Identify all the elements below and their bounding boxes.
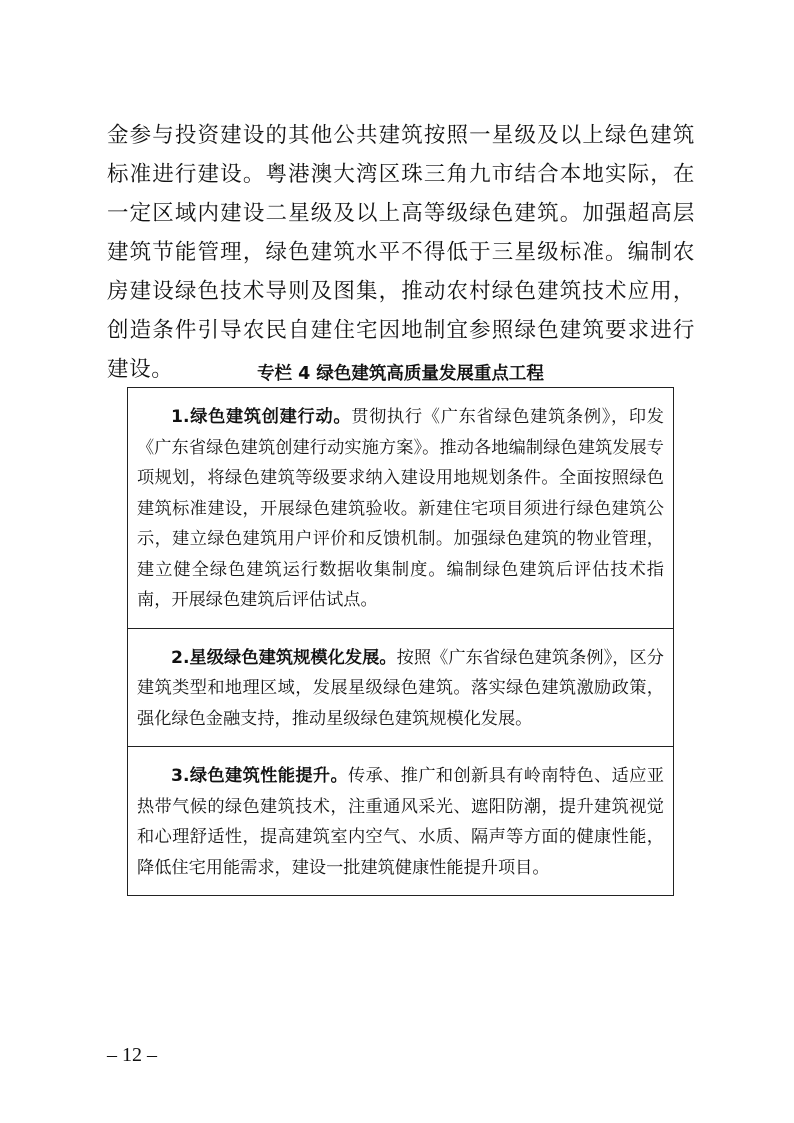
box-item-body: 传承、推广和创新具有岭南特色、适应亚热带气候的绿色建筑技术，注重通风采光、遮阳防潮，提升建筑视觉和心理舒适性，提高建筑室内空气、水质、隔声等方面的健康性能，降低住宅用能需求，建设一批建筑健康性能提升项目。 bbox=[137, 766, 664, 878]
box-item-body: 按照《广东省绿色建筑条例》，区分建筑类型和地理区域，发展星级绿色建筑。落实绿色建筑激励政策，强化绿色金融支持，推动星级绿色建筑规模化发展。 bbox=[137, 647, 664, 729]
box-item-performance-improvement bbox=[128, 747, 673, 895]
box-item-heading: 2.星级绿色建筑规模化发展。 bbox=[171, 647, 397, 668]
box-item-heading: 1.绿色建筑创建行动。 bbox=[171, 407, 352, 427]
box-item-heading: 3.绿色建筑性能提升。 bbox=[171, 766, 349, 786]
box-title: 专栏 4 绿色建筑高质量发展重点工程 bbox=[257, 364, 544, 384]
box-item-body: 贯彻执行《广东省绿色建筑条例》，印发《广东省绿色建筑创建行动实施方案》。推动各地编制绿色建筑发展专项规划，将绿色建筑等级要求纳入建设用地规划条件。全面按照绿色建筑标准建设，开展绿色建筑验收。新建住宅项目须进行绿色建筑公示，建立绿色建筑用户评价和反馈机制。加强绿色建筑的物业管理，建立健全绿色建筑运行数据收集制度。编制绿色建筑后评估技术指南，开展绿色建筑后评估试点。 bbox=[137, 407, 664, 610]
intro-paragraph: 金参与投资建设的其他公共建筑按照一星级及以上绿色建筑标准进行建设。粤港澳大湾区珠三角九市结合本地实际，在一定区域内建设二星级及以上高等级绿色建筑。加强超高层建筑节能管理，绿色建筑水平不得低于三星级标准。编制农房建设绿色技术导则及图集，推动农村绿色建筑技术应用，创造条件引导农民自建住宅因地制宜参照绿色建筑要求进行建设。 bbox=[107, 123, 695, 382]
box-item-star-rated-scale-development bbox=[128, 629, 673, 748]
box-item-green-building-creation bbox=[128, 388, 673, 629]
feature-box bbox=[127, 387, 674, 896]
page-number: – 12 – bbox=[107, 1044, 157, 1066]
